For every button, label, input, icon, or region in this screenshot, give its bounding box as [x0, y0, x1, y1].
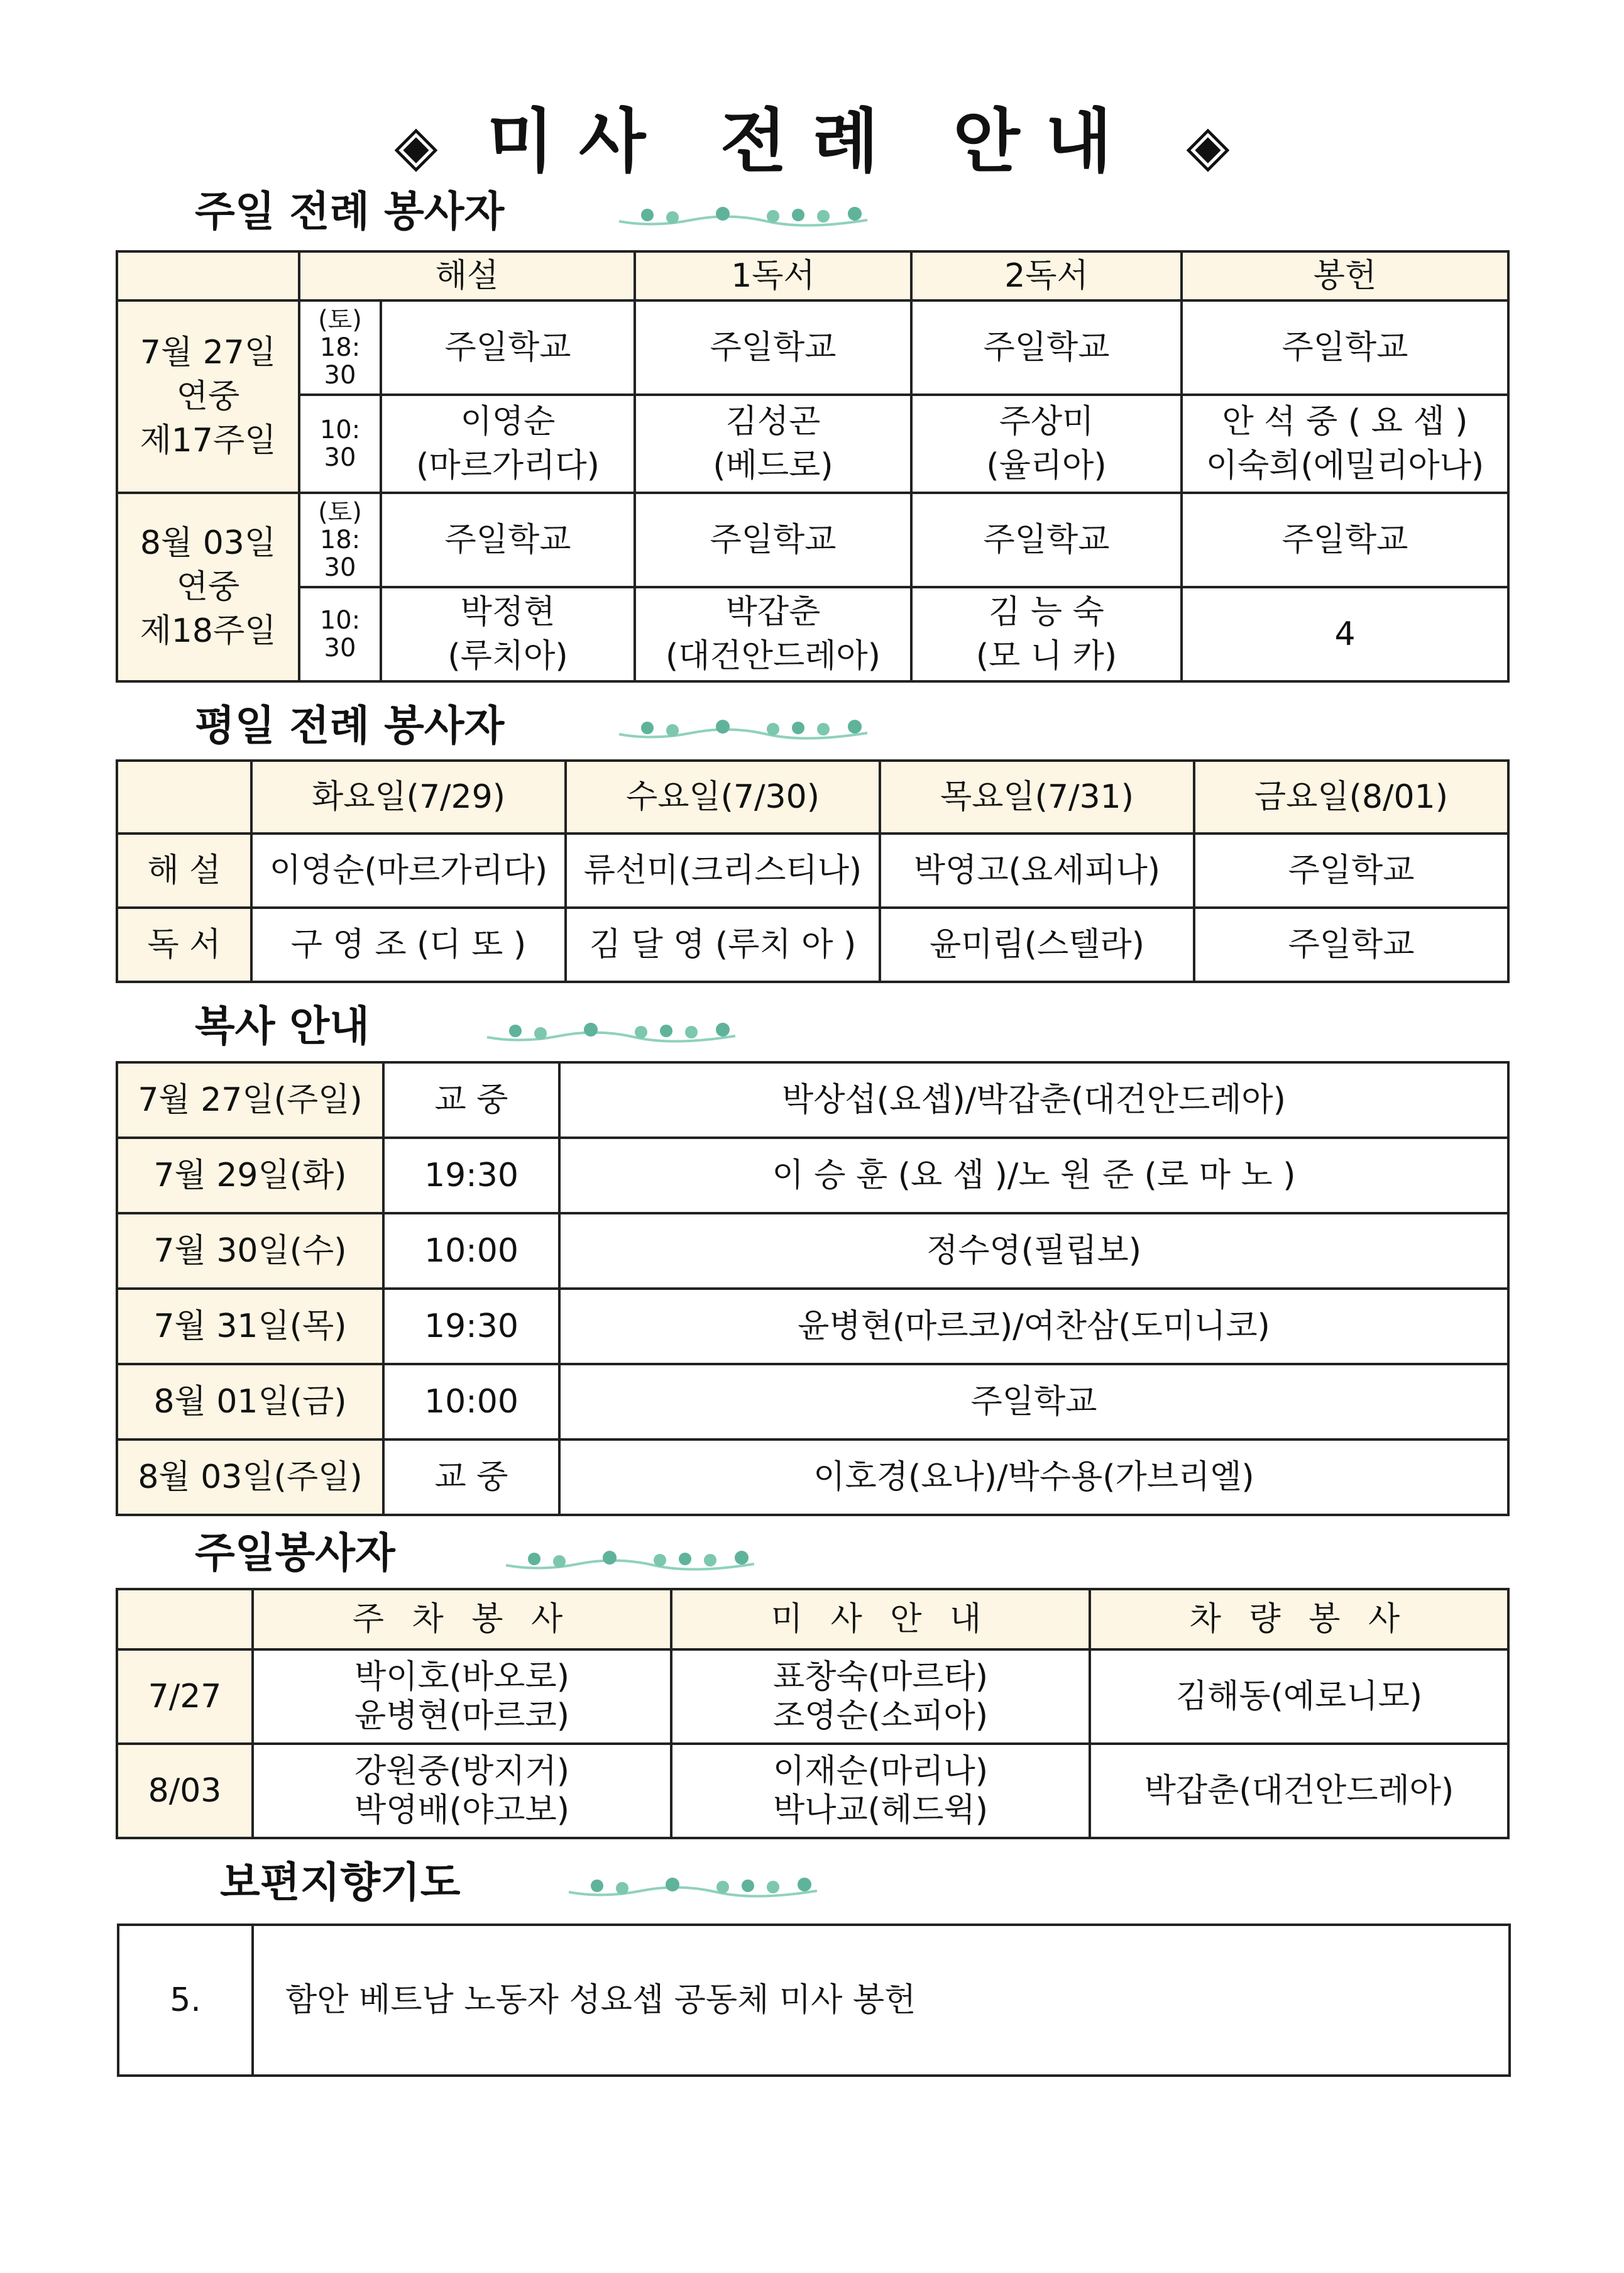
section-title-altar: 복사 안내 [195, 1002, 370, 1050]
table-cell: 주일학교 [1182, 493, 1508, 587]
table-cell: 박영고(요세피나) [880, 834, 1194, 908]
vine-decoration-icon [616, 709, 880, 747]
table-cell: 이재순(마리나) 박나교(헤드윅) [671, 1744, 1090, 1838]
table-cell: 김해동(예로니모) [1090, 1649, 1508, 1744]
row-label: 독 서 [117, 908, 251, 982]
table-cell: 박정현 (루치아) [381, 587, 635, 681]
altar-table [116, 1061, 1510, 1516]
volunteer-date: 7/27 [117, 1649, 253, 1744]
table-cell: 주상미 (율리아) [911, 395, 1182, 493]
table-cell: 주일학교 [911, 493, 1182, 587]
table-cell: 이영순(마르가리다) [251, 834, 566, 908]
week-date: 7월 27일 [140, 334, 277, 371]
table-cell: 4 [1182, 587, 1508, 681]
altar-names: 주일학교 [559, 1364, 1508, 1439]
col-header: 미 사 안 내 [671, 1589, 1090, 1649]
mass-time: (토) 18: 30 [299, 300, 381, 395]
page-title [0, 94, 1624, 189]
altar-time: 19:30 [383, 1138, 559, 1213]
vine-decoration-icon [616, 196, 880, 234]
week-label [117, 300, 299, 493]
altar-time: 10:00 [383, 1364, 559, 1439]
weekday-table [116, 759, 1510, 983]
week-label [117, 493, 299, 681]
col-header: 주 차 봉 사 [253, 1589, 671, 1649]
week-number: 제17주일 [140, 422, 277, 460]
col-header: 차 량 봉 사 [1090, 1589, 1508, 1649]
table-cell: 주일학교 [1194, 834, 1508, 908]
altar-names: 박상섭(요셉)/박갑춘(대건안드레아) [559, 1062, 1508, 1138]
altar-time: 교 중 [383, 1439, 559, 1515]
table-cell: 구 영 조 (디 또 ) [251, 908, 566, 982]
table-cell: 박갑춘 (대건안드레아) [635, 587, 911, 681]
table-cell: 안 석 중 ( 요 셉 ) 이숙희(에밀리아나) [1182, 395, 1508, 493]
table-cell: 류선미(크리스티나) [566, 834, 880, 908]
table-cell: 주일학교 [635, 493, 911, 587]
table-cell: 표창숙(마르타) 조영순(소피아) [671, 1649, 1090, 1744]
mass-time: 10: 30 [299, 587, 381, 681]
altar-names: 이호경(요나)/박수용(가브리엘) [559, 1439, 1508, 1515]
col-header: 화요일(7/29) [251, 761, 566, 834]
section-title-prayer: 보편지향기도 [220, 1858, 461, 1907]
week-season: 연중 [176, 568, 240, 606]
table-cell: 주일학교 [635, 300, 911, 395]
table-cell: 박이호(바오로) 윤병현(마르코) [253, 1649, 671, 1744]
table-cell: 주일학교 [911, 300, 1182, 395]
sunday-table [116, 250, 1510, 683]
mass-time: (토) 18: 30 [299, 493, 381, 587]
header-blank [117, 251, 299, 300]
prayer-number: 5. [118, 1925, 253, 2076]
table-cell: 강원중(방지거) 박영배(야고보) [253, 1744, 671, 1838]
altar-date: 7월 30일(수) [117, 1213, 383, 1289]
altar-names: 윤병현(마르코)/여찬삼(도미니코) [559, 1289, 1508, 1364]
title-text: 미사 전례 안내 [486, 101, 1138, 182]
volunteers-table [116, 1588, 1510, 1839]
vine-decoration-icon [484, 1012, 748, 1050]
altar-date: 7월 31일(목) [117, 1289, 383, 1364]
altar-date: 8월 01일(금) [117, 1364, 383, 1439]
week-date: 8월 03일 [140, 524, 277, 562]
table-cell: 이영순 (마르가리다) [381, 395, 635, 493]
diamond-icon: ◈ [1186, 113, 1230, 179]
diamond-icon: ◈ [394, 113, 438, 179]
table-cell: 주일학교 [381, 493, 635, 587]
col-header: 해설 [299, 251, 635, 300]
week-season: 연중 [176, 378, 240, 416]
volunteer-date: 8/03 [117, 1744, 253, 1838]
col-header: 1독서 [635, 251, 911, 300]
vine-decoration-icon [503, 1540, 767, 1578]
col-header: 2독서 [911, 251, 1182, 300]
col-header: 목요일(7/31) [880, 761, 1194, 834]
vine-decoration-icon [566, 1867, 830, 1905]
table-cell: 김 능 숙 (모 니 카) [911, 587, 1182, 681]
header-blank [117, 1589, 253, 1649]
altar-date: 7월 29일(화) [117, 1138, 383, 1213]
altar-names: 정수영(필립보) [559, 1213, 1508, 1289]
table-cell: 주일학교 [381, 300, 635, 395]
col-header: 봉헌 [1182, 251, 1508, 300]
altar-time: 교 중 [383, 1062, 559, 1138]
altar-time: 10:00 [383, 1213, 559, 1289]
header-blank [117, 761, 251, 834]
altar-date: 8월 03일(주일) [117, 1439, 383, 1515]
altar-time: 19:30 [383, 1289, 559, 1364]
table-cell: 박갑춘(대건안드레아) [1090, 1744, 1508, 1838]
table-cell: 윤미림(스텔라) [880, 908, 1194, 982]
week-number: 제18주일 [140, 612, 277, 650]
row-label: 해 설 [117, 834, 251, 908]
altar-names: 이 승 훈 (요 셉 )/노 원 준 (로 마 노 ) [559, 1138, 1508, 1213]
table-cell: 주일학교 [1194, 908, 1508, 982]
section-title-sunday: 주일 전례 봉사자 [195, 187, 505, 236]
table-cell: 주일학교 [1182, 300, 1508, 395]
section-title-weekday: 평일 전례 봉사자 [195, 702, 505, 750]
col-header: 금요일(8/01) [1194, 761, 1508, 834]
section-title-volunteers: 주일봉사자 [195, 1529, 395, 1577]
prayer-text: 함안 베트남 노동자 성요셉 공동체 미사 봉헌 [253, 1925, 1510, 2076]
altar-date: 7월 27일(주일) [117, 1062, 383, 1138]
prayer-table [117, 1924, 1511, 2077]
table-cell: 김 달 영 (루치 아 ) [566, 908, 880, 982]
table-cell: 김성곤 (베드로) [635, 395, 911, 493]
mass-time: 10: 30 [299, 395, 381, 493]
col-header: 수요일(7/30) [566, 761, 880, 834]
